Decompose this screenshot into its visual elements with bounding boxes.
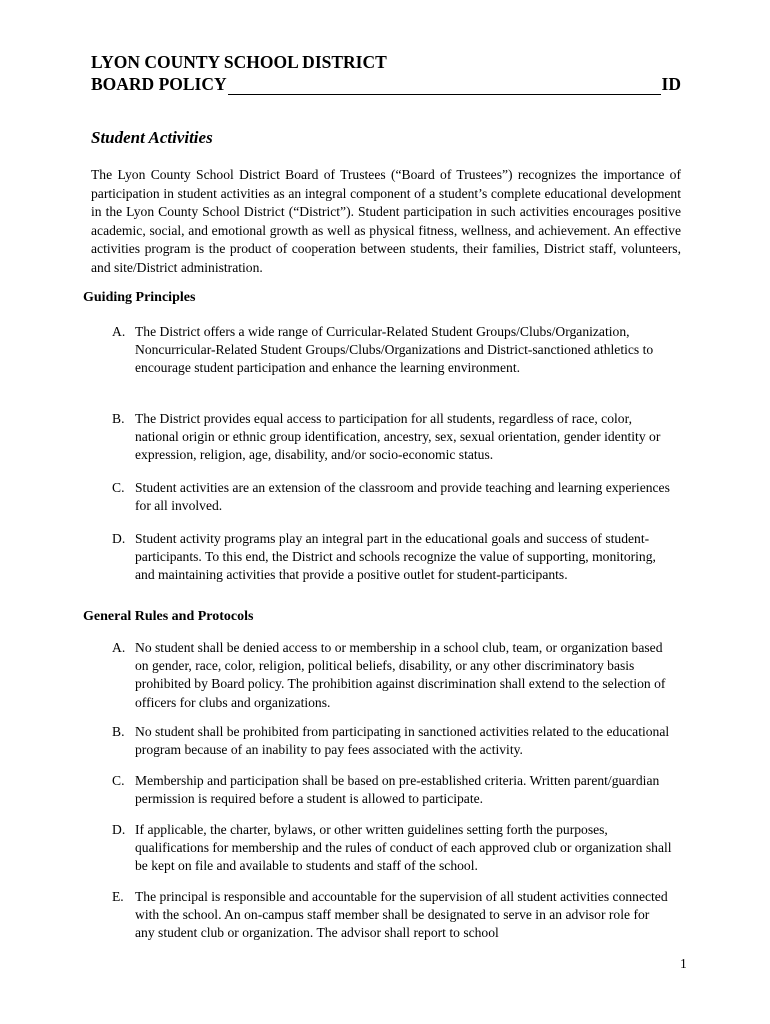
page-number: 1 <box>680 956 687 971</box>
district-name: LYON COUNTY SCHOOL DISTRICT <box>91 52 387 72</box>
general-rules-heading: General Rules and Protocols <box>83 609 254 624</box>
item-text: If applicable, the charter, bylaws, or other written guidelines setting forth the purposes, qualifications for membership and the rules of conduct of each approved club or organization shall be kept on file and available to students and staff of the school. <box>135 822 672 874</box>
item-text: The principal is responsible and accountable for the supervision of all student activities connected with the school. An on-campus staff member shall be designated to serve in an advisor role for any student club or organization. The advisor shall report to school <box>135 889 668 941</box>
item-label: E. <box>112 889 124 904</box>
general-item-d <box>112 821 672 876</box>
document-header <box>91 51 681 95</box>
item-text: The District offers a wide range of Curricular-Related Student Groups/Clubs/Organization, Noncurricular-Related Student Groups/Clubs/Organizations and District-sanctioned athletics to encourage student participation and enhance the learning environment. <box>135 324 654 376</box>
general-item-b <box>112 723 672 759</box>
item-label: C. <box>112 773 125 788</box>
guiding-item-c <box>112 479 672 515</box>
item-label: B. <box>112 411 125 426</box>
document-title: Student Activities <box>91 128 213 147</box>
item-text: Student activity programs play an integral part in the educational goals and success of student-participants. To this end, the District and schools recognize the value of supporting, monitoring, and maintaining activities that provide a positive outlet for student-participants. <box>135 531 656 583</box>
general-item-a <box>112 639 672 712</box>
guiding-item-a <box>112 323 672 378</box>
policy-label: BOARD POLICY <box>91 74 227 94</box>
item-text: Student activities are an extension of the classroom and provide teaching and learning experiences for all involved. <box>135 480 670 514</box>
item-label: C. <box>112 480 125 495</box>
policy-underline <box>228 77 661 95</box>
item-label: A. <box>112 324 126 339</box>
item-text: No student shall be denied access to or membership in a school club, team, or organization based on gender, race, color, religion, political beliefs, disability, or any other discriminatory basis prohibited by Board policy. The prohibition against discrimination shall extend to the selection of officers for clubs and organizations. <box>135 640 666 710</box>
intro-paragraph: The Lyon County School District Board of Trustees (“Board of Trustees”) recognizes the importance of participation in student activities as an integral component of a student’s complete educational development in the Lyon County School District (“District”). Student participation in such activities encourages positive academic, social, and emotional growth as well as physical fitness, wellness, and achievement. An effective activities program is the product of cooperation between students, their families, District staff, volunteers, and site/District administration. <box>91 167 681 275</box>
guiding-principles-heading: Guiding Principles <box>83 290 196 305</box>
item-text: Membership and participation shall be based on pre-established criteria. Written parent/guardian permission is required before a student is allowed to participate. <box>135 773 660 807</box>
item-text: No student shall be prohibited from participating in sanctioned activities related to the educational program because of an inability to pay fees associated with the activity. <box>135 724 670 758</box>
guiding-item-d <box>112 530 672 585</box>
item-label: D. <box>112 822 126 837</box>
item-text: The District provides equal access to participation for all students, regardless of race, color, national origin or ethnic group identification, ancestry, sex, sexual orientation, gender identity or expression, religion, age, disability, and/or socio-economic status. <box>135 411 661 463</box>
item-label: A. <box>112 640 126 655</box>
item-label: B. <box>112 724 125 739</box>
item-label: D. <box>112 531 126 546</box>
policy-line <box>91 73 681 95</box>
policy-id-label: ID <box>661 74 681 94</box>
general-item-c <box>112 772 672 808</box>
guiding-item-b <box>112 410 672 465</box>
general-item-e <box>112 888 672 943</box>
